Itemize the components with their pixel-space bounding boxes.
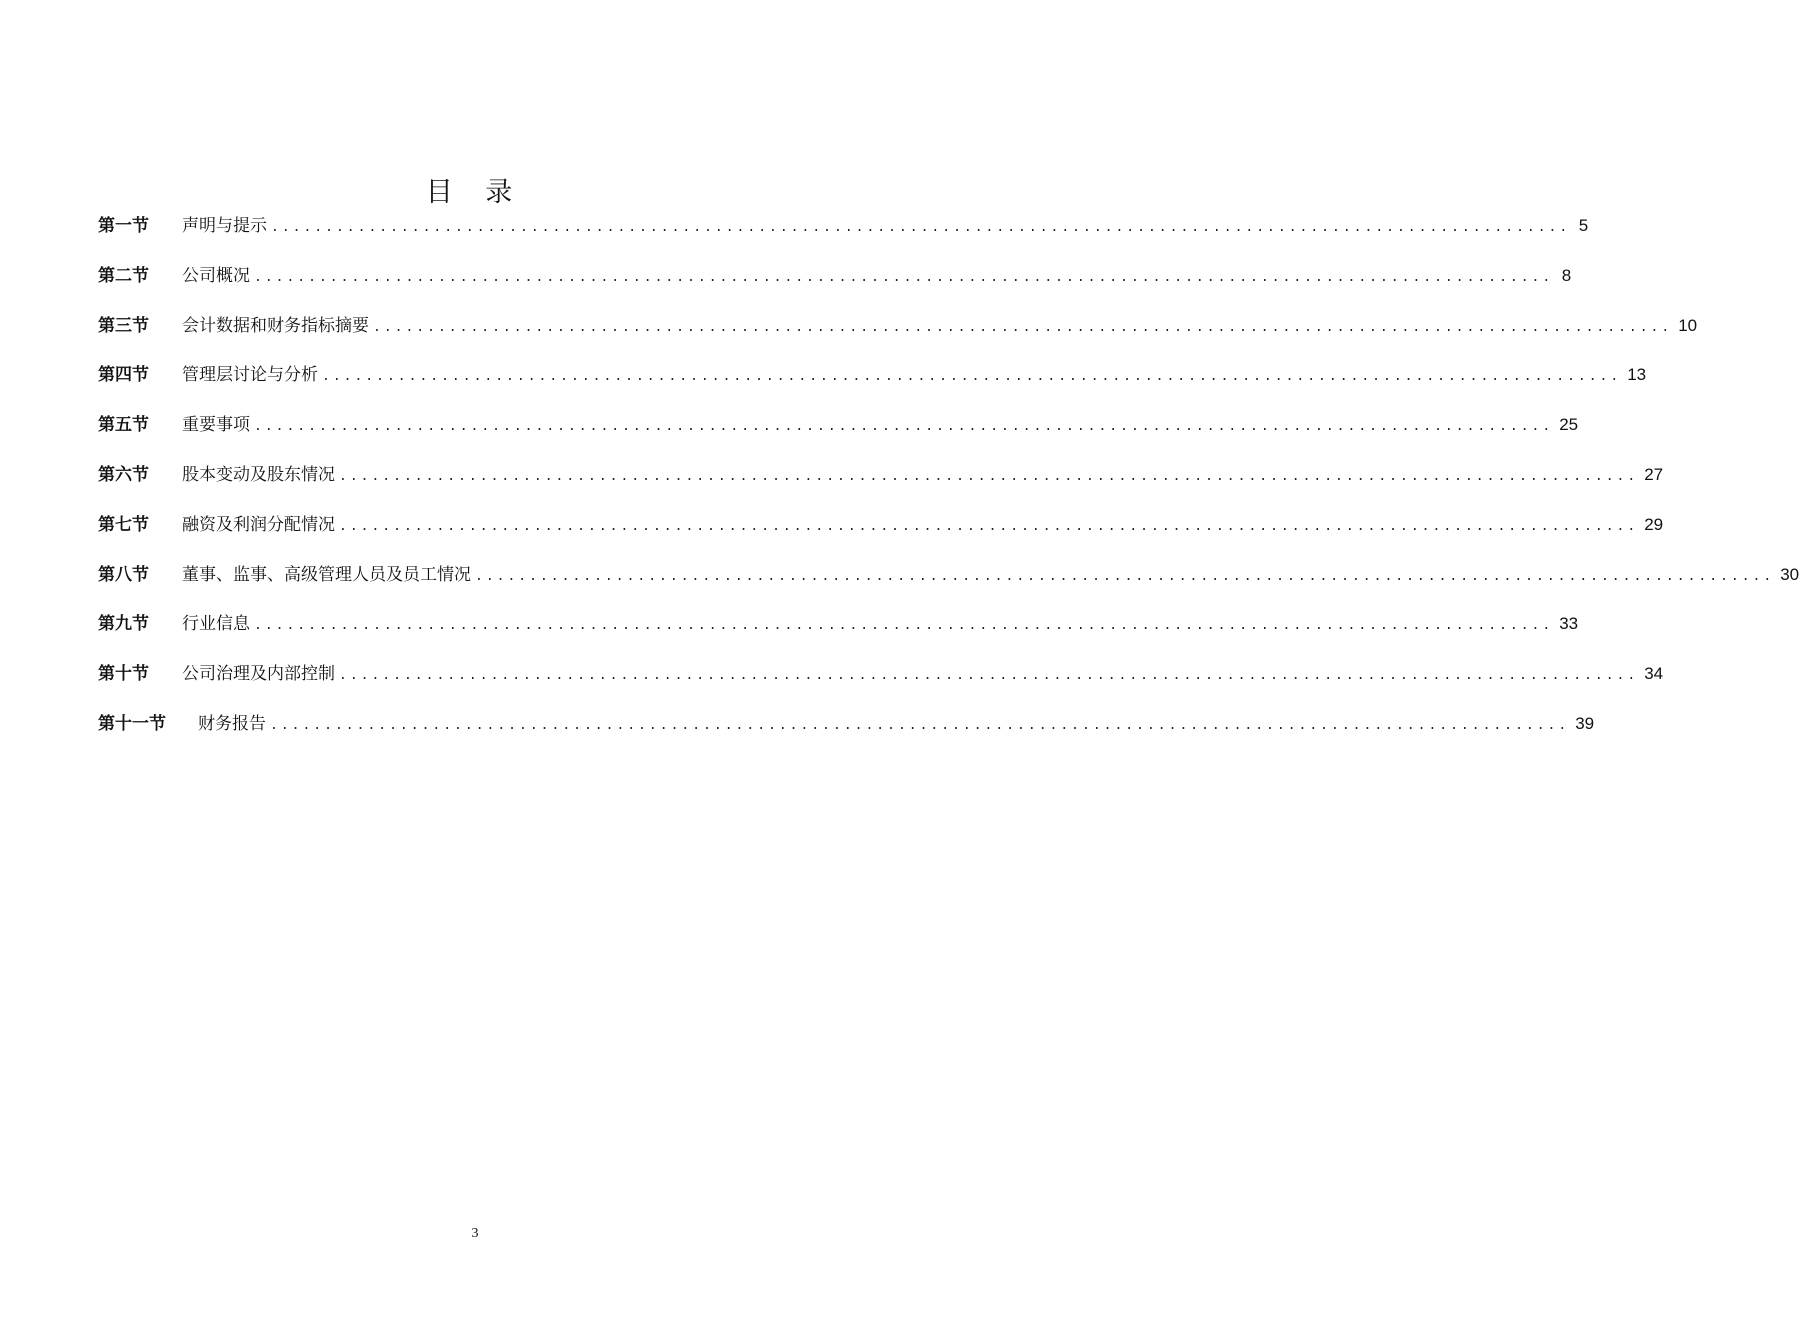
toc-title: 目 录 (425, 177, 525, 208)
toc-section-title: 管理层讨论与分析 (182, 365, 318, 386)
toc-dot-leader: ........................................................................................................................ (254, 618, 1554, 634)
toc-entry[interactable] (98, 361, 1647, 411)
toc-page-number: 30 (1780, 564, 1799, 584)
toc-section-number: 第四节 (98, 365, 149, 386)
toc-entry[interactable] (98, 212, 1589, 262)
toc-section-title: 重要事项 (182, 415, 250, 436)
toc-page-number: 8 (1561, 265, 1572, 285)
toc-page-number: 33 (1559, 614, 1579, 634)
toc-entry[interactable] (98, 461, 1664, 511)
toc-page-number: 27 (1644, 464, 1664, 484)
toc-section-title: 融资及利润分配情况 (182, 514, 335, 535)
toc-section-number: 第二节 (98, 265, 149, 286)
toc-dot-leader: ........................................................................................................................ (475, 568, 1775, 584)
toc-dot-leader: ........................................................................................................................ (339, 668, 1639, 684)
toc-entry[interactable] (98, 561, 1799, 611)
toc-section-number: 第十一节 (98, 713, 166, 734)
toc-dot-leader: ........................................................................................................................ (339, 468, 1639, 484)
toc-dot-leader: ........................................................................................................................ (271, 220, 1571, 235)
toc-dot-leader: ........................................................................................................................ (339, 518, 1639, 534)
toc-page-number: 5 (1578, 216, 1589, 235)
toc-entry[interactable] (98, 262, 1572, 312)
toc-page-number: 29 (1644, 514, 1664, 534)
toc-section-number: 第一节 (98, 216, 149, 236)
toc-dot-leader: ........................................................................................................................ (322, 369, 1622, 385)
toc-entry[interactable] (98, 660, 1664, 710)
toc-dot-leader: ........................................................................................................................ (270, 717, 1570, 733)
toc-entry[interactable] (98, 710, 1595, 760)
toc-page-number: 25 (1559, 415, 1579, 435)
page-number: 3 (471, 1226, 479, 1241)
toc-section-title: 会计数据和财务指标摘要 (182, 315, 369, 336)
toc-section-number: 第七节 (98, 514, 149, 535)
toc-section-number: 第十节 (98, 664, 149, 685)
toc-entry[interactable] (98, 312, 1698, 362)
toc-section-title: 董事、监事、高级管理人员及员工情况 (182, 564, 471, 585)
toc-dot-leader: ........................................................................................................................ (373, 319, 1673, 335)
toc-page-number: 39 (1575, 713, 1595, 733)
toc-section-title: 声明与提示 (182, 216, 267, 236)
toc-page-number: 34 (1644, 664, 1664, 684)
toc-section-number: 第六节 (98, 464, 149, 485)
toc-section-title: 行业信息 (182, 614, 250, 635)
table-of-contents (98, 212, 1799, 760)
toc-page-number: 13 (1627, 365, 1647, 385)
toc-entry[interactable] (98, 610, 1579, 660)
toc-section-number: 第九节 (98, 614, 149, 635)
toc-section-title: 股本变动及股东情况 (182, 464, 335, 485)
toc-entry[interactable] (98, 411, 1579, 461)
toc-section-title: 公司治理及内部控制 (182, 664, 335, 685)
toc-page-number: 10 (1678, 315, 1698, 335)
toc-section-number: 第五节 (98, 415, 149, 436)
toc-section-title: 财务报告 (198, 713, 266, 734)
toc-section-title: 公司概况 (182, 265, 250, 286)
toc-section-number: 第三节 (98, 315, 149, 336)
toc-dot-leader: ........................................................................................................................ (254, 419, 1554, 435)
toc-section-number: 第八节 (98, 564, 149, 585)
toc-dot-leader: ........................................................................................................................ (254, 269, 1554, 285)
toc-entry[interactable] (98, 511, 1664, 561)
